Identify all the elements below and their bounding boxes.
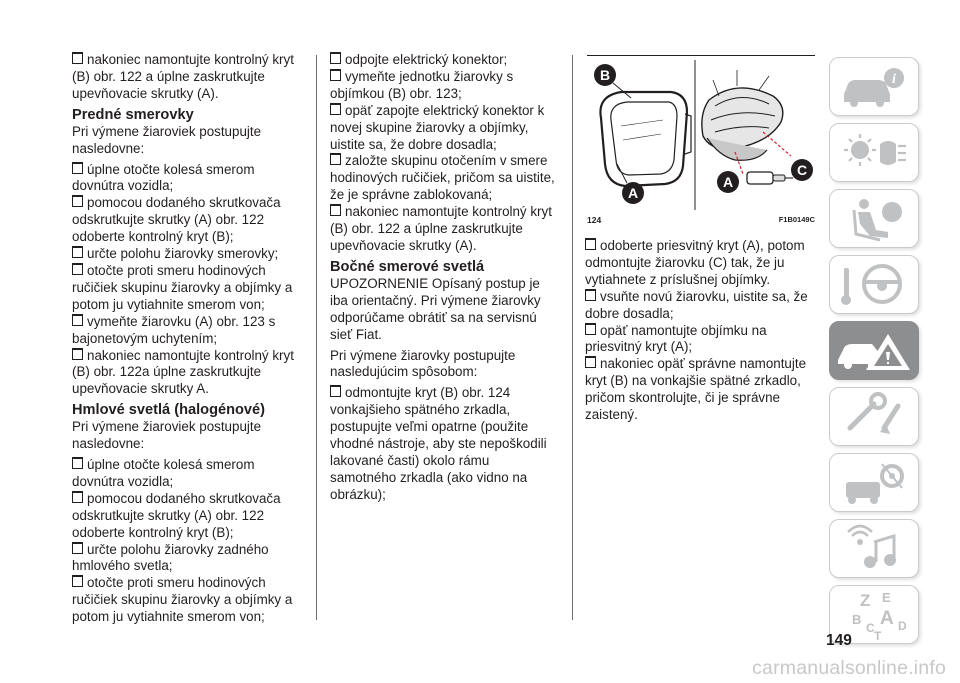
paragraph: Pri výmene žiarovky postupujte nasledujúcim spôsobom: xyxy=(330,347,516,380)
bullet-item: určte polohu žiarovky smerovky; xyxy=(72,246,296,263)
bullet-item: vsuňte novú žiarovku, uistite sa, že dobre dosadla; xyxy=(585,289,813,323)
bullet-item: nakoniec opäť správne namontujte kryt (B) na vonkajšie spätné zrkadlo, pričom skontrolujte, či je správne zaistený. xyxy=(585,356,813,424)
svg-text:Z: Z xyxy=(860,591,871,610)
paragraph: Pri výmene žiaroviek postupujte nasledovne: xyxy=(72,123,262,156)
lamp-assembly-drawing xyxy=(702,70,793,184)
bullet-item: určte polohu žiarovky zadného hmlového svetla; xyxy=(72,542,296,576)
section-heading: Hmlové svetlá (halogénové) xyxy=(72,402,266,419)
bullet-item: úplne otočte kolesá smerom dovnútra vozidla; xyxy=(72,457,296,491)
bullet-item: nakoniec namontujte kontrolný kryt (B) obr. 122a úplne zaskrutkujte upevňovacie skrutky A. xyxy=(72,348,296,399)
paragraph: UPOZORNENIE Opísaný postup je iba orientačný. Pri výmene žiarovky odporúčame obrátiť sa na servisnú sieť Fiat. xyxy=(330,275,541,342)
figure-number: 124 xyxy=(587,215,602,225)
tab-safety[interactable] xyxy=(829,189,919,248)
section-heading: Predné smerovky xyxy=(72,106,194,123)
svg-text:D: D xyxy=(898,619,907,633)
bullet-item: vymeňte jednotku žiarovky s objímkou (B) obr. 123; xyxy=(330,69,556,103)
figure-code: F1B0149C xyxy=(778,215,815,224)
tab-starting-driving[interactable] xyxy=(829,255,919,314)
svg-text:B: B xyxy=(599,67,611,83)
svg-text:A: A xyxy=(722,174,734,190)
svg-text:A: A xyxy=(627,185,639,201)
svg-text:i: i xyxy=(892,72,896,87)
watermark: carmanualsonline.info xyxy=(752,657,946,679)
mirror-illustration xyxy=(587,56,815,214)
paragraph: Pri výmene žiaroviek postupujte nasledovne: xyxy=(72,419,262,452)
bullet-item: odpojte elektrický konektor; xyxy=(330,52,556,69)
airbag-seat-icon xyxy=(830,190,918,246)
warning-lights-icon xyxy=(830,124,918,180)
callout-b xyxy=(594,64,631,98)
callout-c xyxy=(791,159,813,181)
bullet-item: vymeňte žiarovku (A) obr. 123 s bajonetovým uchytením; xyxy=(72,314,296,348)
svg-text:C: C xyxy=(866,621,875,635)
tab-emergency[interactable] xyxy=(829,321,919,380)
svg-text:B: B xyxy=(852,612,862,627)
bullet-item: opäť zapojte elektrický konektor k novej skupine žiarovky a objímky, uistite sa, že dobre dosadla; xyxy=(330,103,556,154)
bullet-item: odmontujte kryt (B) obr. 124 vonkajšieho spätného zrkadla, postupujte veľmi opatrne (použite vhodné nástroje, aby ste nepoškodili lakované časti) okolo rámu samotného zrkadla (ako vidno na obrázku); xyxy=(330,385,556,503)
bullet-item: otočte proti smeru hodinových ručičiek skupinu žiarovky a objímky a potom ju vytiahnite smerom von; xyxy=(72,263,296,314)
bullet-item: nakoniec namontujte kontrolný kryt (B) obr. 122 a úplne zaskrutkujte upevňovacie skrutky (A). xyxy=(72,52,296,103)
text-column-2 xyxy=(330,52,556,504)
column-divider xyxy=(572,55,573,620)
tab-technical-data[interactable] xyxy=(829,453,919,512)
chapter-tabs xyxy=(829,57,919,651)
bullet-item: úplne otočte kolesá smerom dovnútra vozidla; xyxy=(72,162,296,196)
bullet-item: nakoniec namontujte kontrolný kryt (B) obr. 122 a úplne zaskrutkujte upevňovacie skrutky (A). xyxy=(330,204,556,255)
text-column-3 xyxy=(585,238,813,424)
breakdown-triangle-icon xyxy=(830,322,918,378)
bullet-item: pomocou dodaného skrutkovača odskrutkujte skrutky (A) obr. 122 odoberte kontrolný kryt (B); xyxy=(72,491,296,542)
multimedia-icon xyxy=(830,520,918,576)
tab-warning-lights[interactable] xyxy=(829,123,919,182)
text-column-1 xyxy=(72,52,296,626)
svg-text:T: T xyxy=(874,629,882,642)
tab-multimedia[interactable] xyxy=(829,519,919,578)
tab-service[interactable] xyxy=(829,387,919,446)
bullet-item: opäť namontujte objímku na priesvitný kryt (A); xyxy=(585,323,813,357)
tech-data-icon xyxy=(830,454,918,510)
tab-car-info[interactable] xyxy=(829,57,919,116)
callout-a-left xyxy=(617,164,644,204)
bullet-item: pomocou dodaného skrutkovača odskrutkujte skrutky (A) obr. 122 odoberte kontrolný kryt (B); xyxy=(72,195,296,246)
bullet-item: založte skupinu otočením v smere hodinových ručičiek, pričom sa uistite, že je správne zablokovaná; xyxy=(330,153,555,203)
page-number: 149 xyxy=(826,632,852,649)
car-info-icon xyxy=(830,58,918,114)
section-heading: Bočné smerové svetlá xyxy=(330,258,485,275)
svg-text:E: E xyxy=(882,590,891,605)
bullet-item: otočte proti smeru hodinových ručičiek skupinu žiarovky a objímky a potom ju vytiahnite smerom von; xyxy=(72,575,296,626)
figure-124 xyxy=(587,55,815,228)
svg-text:A: A xyxy=(880,608,894,629)
callout-a-right xyxy=(717,171,739,193)
mirror-outline-drawing xyxy=(600,92,691,186)
bullet-item: odoberte priesvitný kryt (A), potom odmontujte žiarovku (C) tak, že ju vytiahnete z príslušnej objímky. xyxy=(585,238,813,289)
column-divider xyxy=(316,55,317,620)
service-wrench-icon xyxy=(830,388,918,444)
svg-text:C: C xyxy=(796,162,808,178)
steering-key-icon xyxy=(830,256,918,312)
